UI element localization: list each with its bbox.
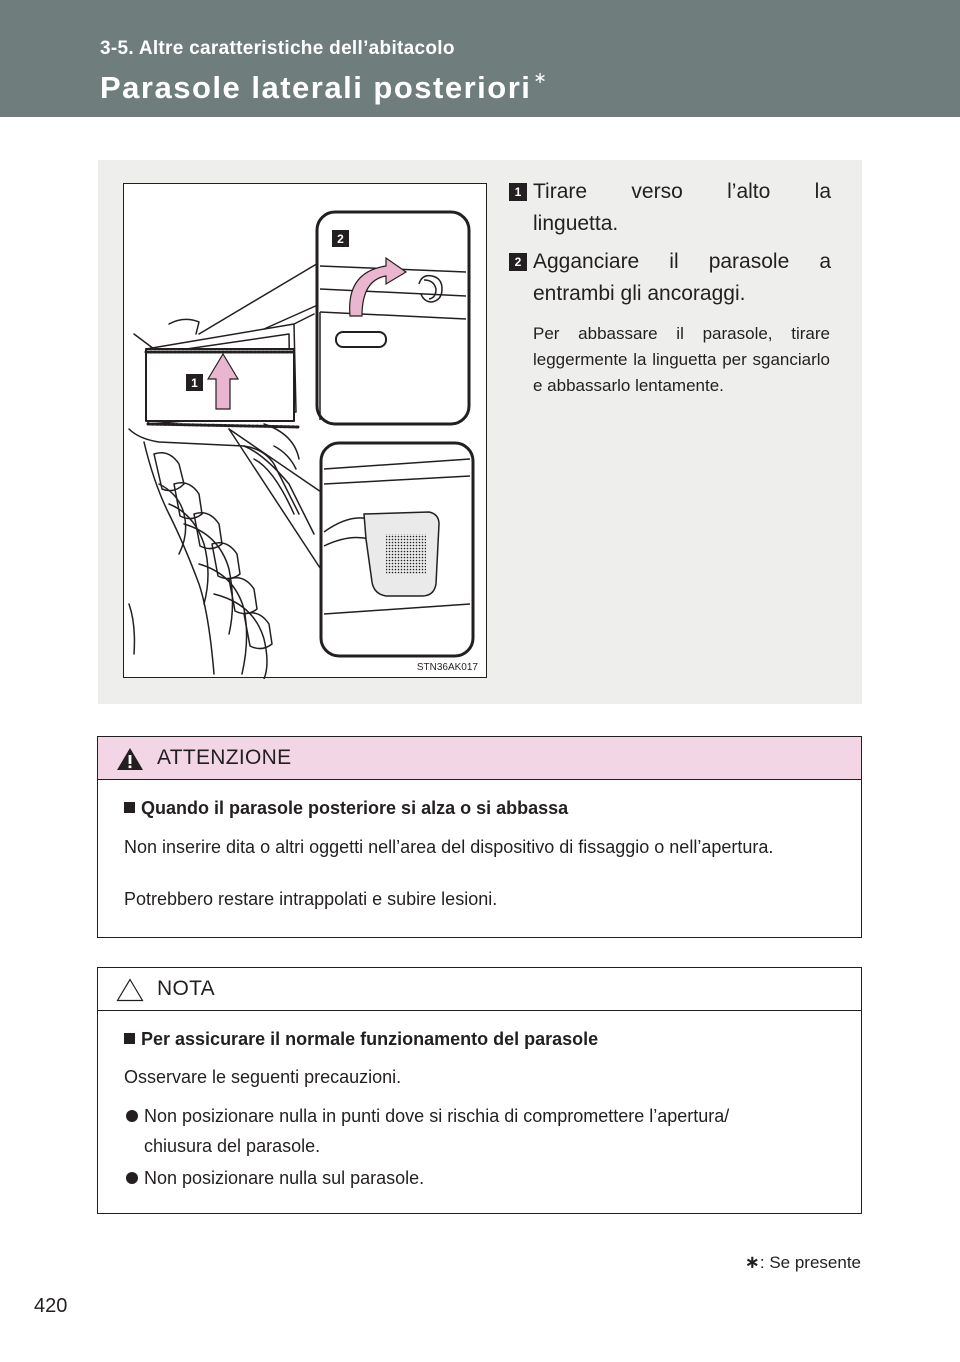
warning-label: ATTENZIONE (157, 746, 292, 769)
sunshade-illustration (123, 183, 487, 678)
caution-icon (116, 978, 144, 1002)
notice-bullet-1-text-cont: chiusura del parasole. (144, 1136, 321, 1156)
warning-icon (116, 747, 144, 771)
notice-bullet-1-text: Non posizionare nulla in punti dove si rischia di compromettere l’apertura/ (144, 1106, 730, 1126)
notice-box (97, 967, 862, 1214)
footnote (745, 1252, 861, 1273)
step-1-text: Tirare verso l’alto la (533, 180, 831, 203)
step-2 (509, 246, 831, 310)
warning-box (97, 736, 862, 938)
warning-heading (124, 798, 568, 819)
notice-bullet-2-text: Non posizionare nulla sul parasole. (144, 1168, 425, 1188)
step-1-text-cont: linguetta. (533, 212, 619, 235)
notice-bullet-2 (124, 1163, 854, 1193)
warning-text: Non inserire dita o altri oggetti nell’area del dispositivo di fissaggio o nell’apertura. (124, 837, 774, 857)
notice-heading-text: Per assicurare il normale funzionamento del parasole (141, 1029, 599, 1049)
warning-heading-text: Quando il parasole posteriore si alza o si abbassa (141, 798, 569, 818)
callout-2-label: 2 (337, 232, 344, 246)
warning-text-2: Potrebbero restare intrappolati e subire lesioni. (124, 889, 498, 909)
notice-heading (124, 1029, 598, 1050)
page-number: 420 (34, 1295, 68, 1317)
bullet-dot (126, 1110, 138, 1122)
step-2-number: 2 (509, 253, 527, 271)
step-note: Per abbassare il parasole, tirare leggermente la linguetta per sganciarlo e abbassarlo lentamente. (533, 324, 830, 395)
step-1-number: 1 (509, 183, 527, 201)
step-2-text-cont: entrambi gli ancoraggi. (533, 282, 746, 305)
notice-intro: Osservare le seguenti precauzioni. (124, 1067, 402, 1087)
notice-label: NOTA (157, 977, 215, 1000)
step-2-text: Agganciare il parasole a (533, 250, 831, 273)
footnote-asterisk: ∗ (744, 1252, 760, 1272)
illustration-code: STN36AK017 (416, 662, 478, 673)
step-1 (509, 176, 831, 240)
notice-bar (98, 968, 861, 1011)
footnote-text: : Se presente (759, 1253, 861, 1272)
page-title (100, 70, 548, 106)
warning-bar (98, 737, 861, 780)
car-interior-drawing (124, 184, 488, 679)
notice-bullet-1 (124, 1101, 854, 1161)
section-heading: 3-5. Altre caratteristiche dell’abitacolo (100, 38, 455, 59)
header-band (0, 0, 960, 117)
bullet-dot (126, 1172, 138, 1184)
title-asterisk: ∗ (533, 69, 549, 87)
callout-1-label: 1 (191, 376, 198, 390)
page-title-text: Parasole laterali posteriori (100, 70, 532, 105)
